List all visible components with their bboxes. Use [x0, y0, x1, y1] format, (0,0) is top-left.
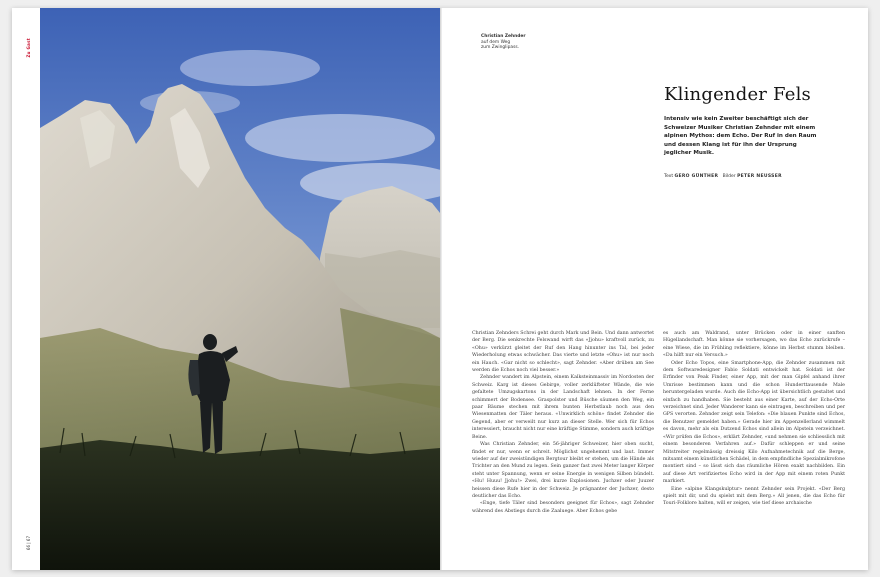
body-paragraph: es auch am Waldrand, unter Brücken oder in einer sanften Hügellandschaft. Man könne sie vorhersagen, wo das Echo zurückrufe – eine Wiese, die im Frühling reflektiere, könne im Herbst stumm bleiben. «Da hilft nur ein Versuch.»	[663, 331, 845, 359]
body-column-2	[663, 330, 845, 508]
body-paragraph: Oder Echo Topos, eine Smartphone-App, die Zehnder zusammen mit dem Softwaredesigner Fabio Soldati entwickelt hat. Soldati ist der Erfinder von Peak Finder, einer App, mit der man Gipfel anhand ihrer Umrisse bestimmen kann und die schon Hunderttausende Male heruntergeladen wurde. Auch die Echo-App ist übersichtlich gestaltet und einfach zu handhaben. Sie besteht aus einer Karte, auf der Echo-Orte verzeichnet sind. Jeder Wanderer kann sie eintragen, beschreiben und per GPS verorten. Zehnder zeigt sein Telefon: «Die blauen Punkte sind Echos, die Benutzer gemeldet haben.» Gerade hier im Appenzellerland wimmelt es davon, mehr als ein Dutzend Echos sind allein im Alpstein verzeichnet. «Wir prüfen die Echos», erklärt Zehnder, «und nehmen sie schliesslich mit einem besonderen Verfahren auf.» Dafür schleppen er und seine Mitstreiter regelmässig dreissig Kilo Aufnahmetechnik auf die Berge, mitsamt einem künstlichen Schädel, in dem empfindliche Spezialmikrofone montiert sind – so lässt sich das räumliche Hören exakt nachbilden. Ein auf diese Art verifiziertes Echo wird in der App mit einem roten Punkt markiert.	[663, 360, 845, 485]
caption-name: Christian Zehnder	[481, 34, 526, 39]
photo-caption	[481, 34, 541, 51]
left-page	[12, 8, 440, 570]
mountain-photo	[40, 8, 440, 570]
credit-images-label: Bilder	[722, 174, 736, 179]
credit-photographer: PETER NEUSSER	[737, 174, 782, 179]
body-column-1	[472, 330, 654, 515]
magazine-spread	[12, 8, 868, 570]
page-folio: 66 | 67	[26, 536, 31, 551]
credit-text-label: Text	[664, 174, 674, 179]
section-tag: Zu Gast	[26, 38, 31, 58]
body-paragraph: Eine «alpine Klangskulptur» nennt Zehnder sein Projekt. «Der Berg spielt mit dir, und du spielst mit dem Berg.» All jenen, die das Echo für Touri-Folklore halten, will er zeigen, wie tief diese archaische	[663, 486, 845, 507]
body-paragraph: Zehnder wandert im Alpstein, einem Kalksteinmassiv im Nordosten der Schweiz. Karg ist dieses Gebirge, voller zerklüfteter Wände, die wie gefaltete Umzugskartons in der Landschaft lehnen. In der Ferne schimmert der Bodensee. Graspolster und Büsche säumen den Weg, ein paar Bäume stechen mit ihrem bunten Herbstlaub noch aus den Wiesenmatten der Täler heraus. «Unwirklich schön» findet Zehnder die Gegend, aber er verweilt nur kurz an dieser Stelle. Wer sich für Echos interessiert, braucht nicht nur eine kräftige Stimme, sondern auch kräftige Beine.	[472, 375, 654, 440]
right-page	[442, 8, 868, 570]
body-paragraph: Was Christian Zehnder, ein 56-jähriger Schweizer, hier oben sucht, findet er nur, wenn er schreit. Möglichst ungehemmt und laut. Immer wieder auf der zweistündigen Bergtour bleibt er stehen, um die Hände als Trichter an den Mund zu legen. Sein ganzer fast zwei Meter langer Körper steht unter Spannung, wenn er seine Energie in wenigen Silben bündelt. «Hu! Huuu! Jjohu!» Zwei, drei kurze Explosionen. Juchzer oder Juuzer heissen diese Rufe hier in der Schweiz. Je prägnanter der Juchzer, desto deutlicher das Echo.	[472, 442, 654, 499]
article-headline: Klingender Fels	[664, 84, 811, 105]
article-lead: Intensiv wie kein Zweiter beschäftigt sich der Schweizer Musiker Christian Zehnder mit einem alpinen Mythos: dem Echo. Der Ruf in den Raum und dessen Klang ist für ihn der Ursprung jeglicher Musik.	[664, 116, 817, 157]
caption-line: auf dem Weg	[481, 39, 511, 45]
body-paragraph: «Enge, tiefe Täler sind besonders geeignet für Echos», sagt Zehnder während des Abstiegs durch die Zaaluege. Aber Echos gebe	[472, 501, 654, 514]
credit-author: GERO GÜNTHER	[674, 174, 719, 179]
caption-line: zum Zwinglipass.	[481, 45, 520, 51]
body-paragraph: Christian Zehnders Schrei geht durch Mark und Bein. Und dann antwortet der Berg. Die senkrechte Felswand wirft das «Jjohu» kraftvoll zurück, zu «Ohu» verkürzt gleitet der Ruf den Hang hinunter ins Tal, bei jeder Wiederholung etwas schwächer. Das vierte und letzte «Ohu» ist nur noch ein Hauch. «Gar nicht so schlecht», sagt Zehnder. «Aber drüben am See werden die Echos noch viel besser.»	[472, 331, 654, 374]
article-credits	[664, 174, 782, 179]
